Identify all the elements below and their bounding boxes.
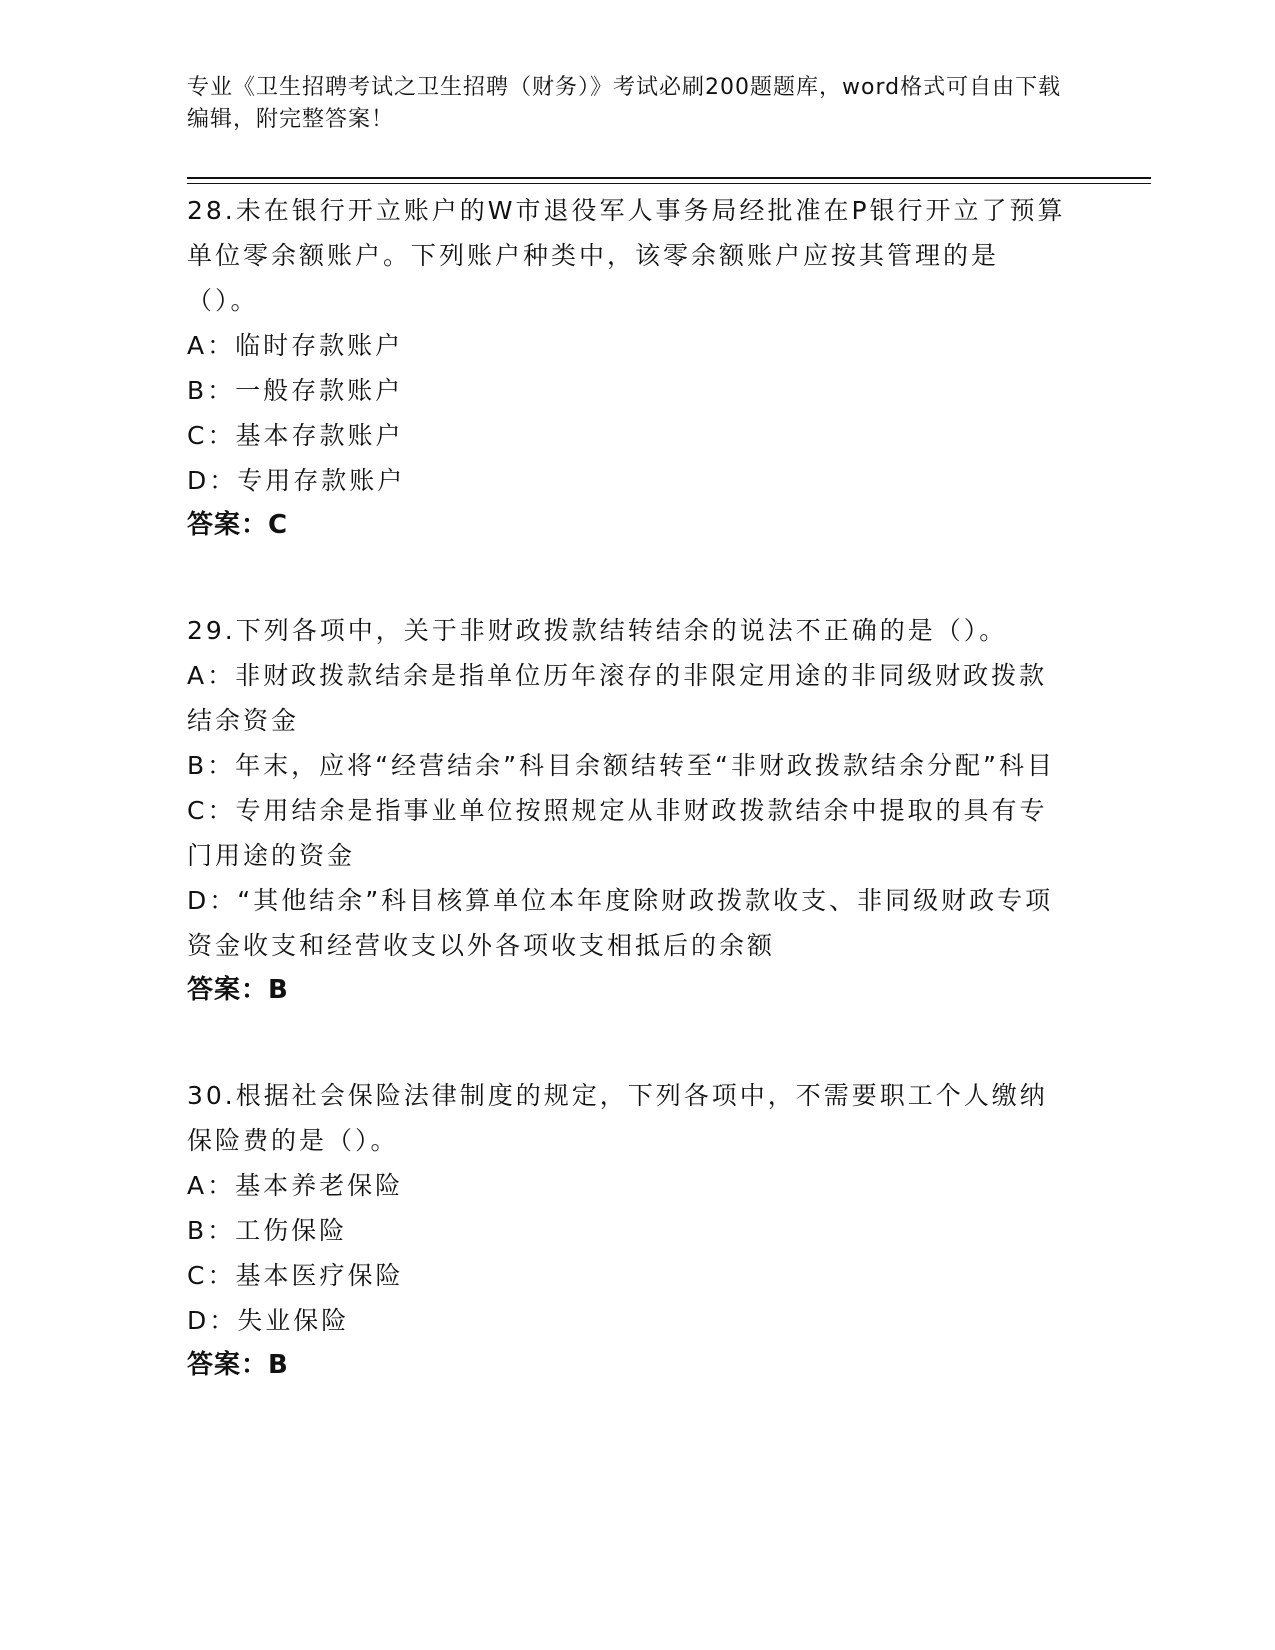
option-a: A：基本养老保险 xyxy=(187,1171,404,1200)
document-header xyxy=(187,72,1067,136)
question-spacer xyxy=(187,548,1067,608)
option-b: B：工伤保险 xyxy=(187,1216,348,1245)
option-d: D：专用存款账户 xyxy=(187,466,406,495)
option-d: D：失业保险 xyxy=(187,1306,350,1335)
option-c: C：基本医疗保险 xyxy=(187,1261,404,1290)
option-b: B：年末，应将“经营结余”科目余额结转至“非财政拨款结余分配”科目 xyxy=(187,751,1055,780)
question-stem: 29.下列各项中，关于非财政拨款结转结余的说法不正确的是（）。 xyxy=(187,616,1008,645)
header-divider-thick xyxy=(187,177,1151,179)
option-c: C：专用结余是指事业单位按照规定从非财政拨款结余中提取的具有专门用途的资金 xyxy=(187,796,1048,870)
question-29 xyxy=(187,608,1067,1013)
header-divider-thin xyxy=(187,183,1151,184)
option-a: A：非财政拨款结余是指单位历年滚存的非限定用途的非同级财政拨款结余资金 xyxy=(187,661,1048,735)
question-28 xyxy=(187,188,1067,548)
answer-line: 答案：B xyxy=(187,975,289,1005)
option-a: A：临时存款账户 xyxy=(187,331,404,360)
option-b: B：一般存款账户 xyxy=(187,376,404,405)
question-30 xyxy=(187,1073,1067,1388)
question-list xyxy=(187,188,1067,1388)
question-stem: 28.未在银行开立账户的W市退役军人事务局经批准在P银行开立了预算单位零余额账户。下列账户种类中，该零余额账户应按其管理的是（）。 xyxy=(187,196,1066,315)
answer-line: 答案：C xyxy=(187,510,289,540)
answer-line: 答案：B xyxy=(187,1350,289,1380)
question-spacer xyxy=(187,1013,1067,1073)
option-c: C：基本存款账户 xyxy=(187,421,404,450)
option-d: D：“其他结余”科目核算单位本年度除财政拨款收支、非同级财政专项资金收支和经营收支以外各项收支相抵后的余额 xyxy=(187,886,1054,960)
question-stem: 30.根据社会保险法律制度的规定，下列各项中，不需要职工个人缴纳保险费的是（）。 xyxy=(187,1081,1048,1155)
header-text: 专业《卫生招聘考试之卫生招聘（财务）》考试必刷200题题库，word格式可自由下载编辑，附完整答案！ xyxy=(187,75,1062,132)
